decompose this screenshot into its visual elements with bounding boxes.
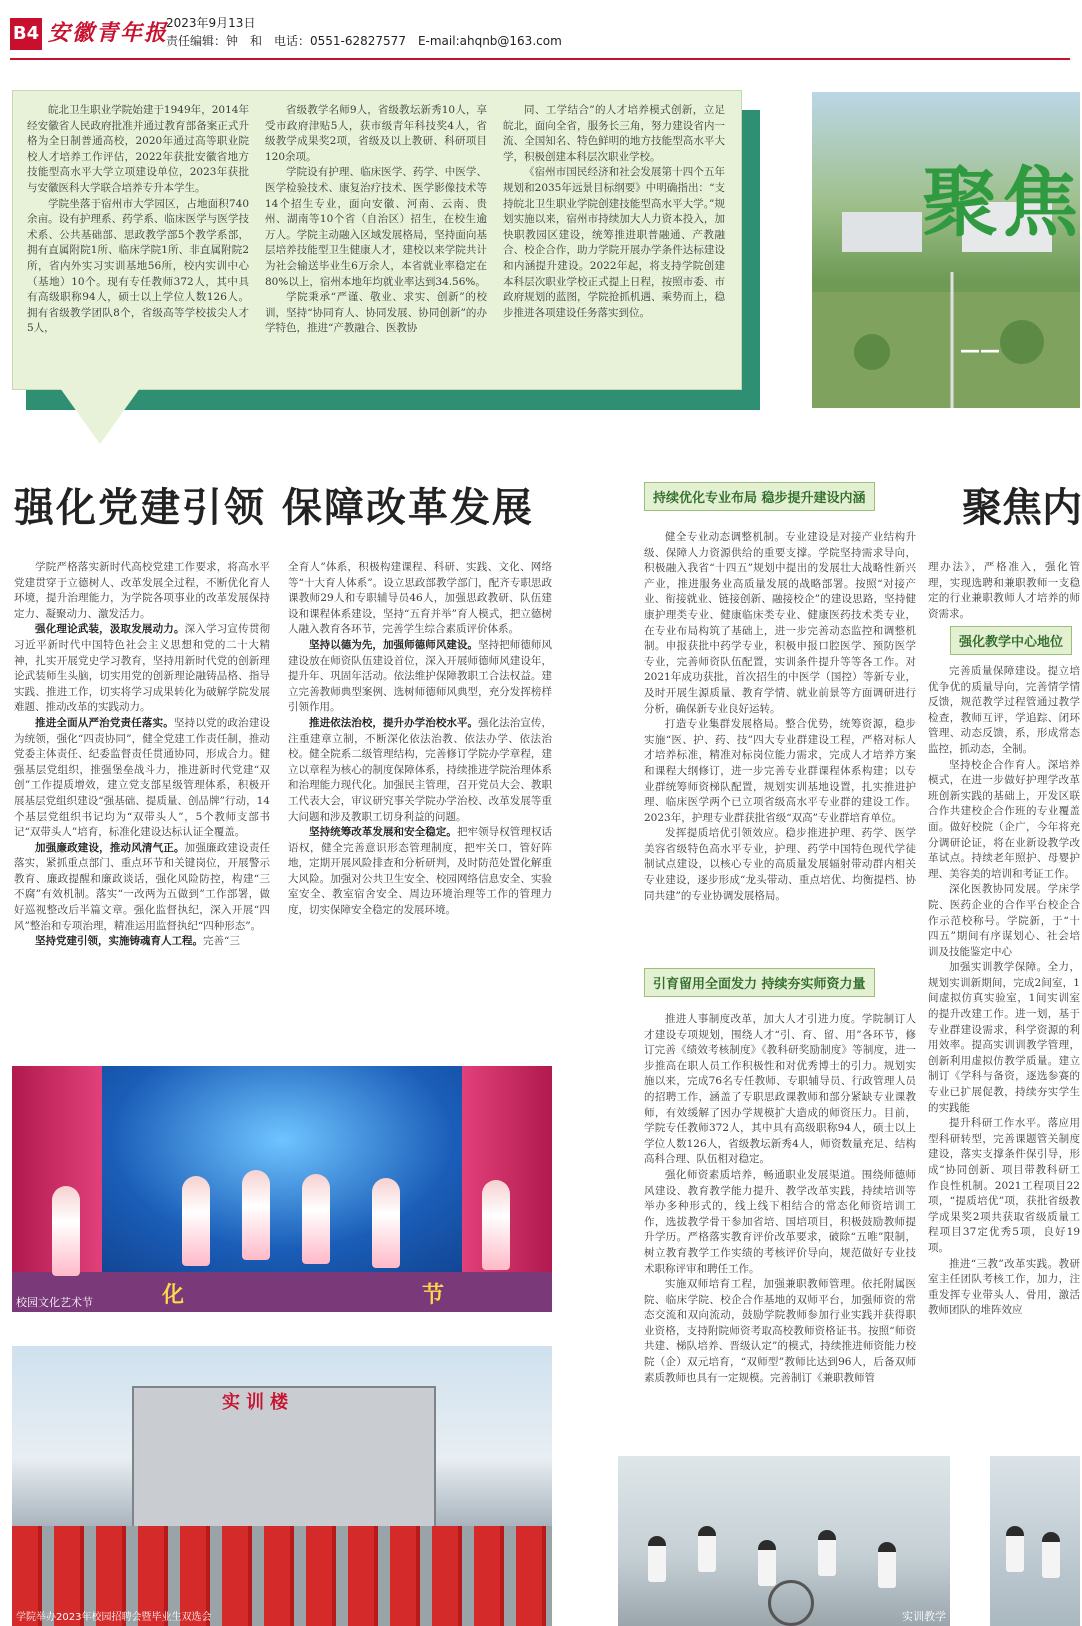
article-paragraph: 强化理论武装，汲取发展动力。深入学习宣传贯彻习近平新时代中国特色社会主义思想和党的二十大精神，扎实开展党史学习教育，坚持用新时代党的创新理论武装师生头脑，切实用党的创新理论融铸品格、指导实践、推进工作，切实将学习成果转化为破解学院发展难题、推动改革的实践动力。 [14,623,271,714]
dancer-figure [182,1176,210,1266]
article-paragraph: 健全专业动态调整机制。专业建设是对接产业结构升级、保障人力资源供给的重要支撑。学院坚持需求导向，积极融入我省“十四五”规划中提出的发展壮大战略性新兴产业，推进服务业高质量发展的战略部署。按照“对接产业、衔接就业、链接创新、融接校企”的建设思路，坚持健康护理类专业、健康临床类专业、健康医药技术类专业，在专业布局构筑了基础上，进一步完善动态监控和调整机制。申报获批中药学专业，积极申报口腔医学、预防医学专业，完善师资队伍配置，实训条件提升等等各工作。对2021年成功获批，首次招生的中医学（国控）等新专业，及时开展生源质量、教育学情、就业前景等方面调研进行分析，确保新专业良好运转。 [644,531,916,715]
student-figure [648,1536,666,1582]
stage-banner-text-right: 节 [422,1282,445,1308]
issue-date: 2023年9月13日 [166,16,256,30]
stage-performance-photo [12,1066,552,1312]
article-paragraph: 发挥提质培优引领效应。稳步推进护理、药学、医学美容省级特色高水平专业，护理、药学中国特色现代学徒制试点建设，以核心专业的高质量发展辐射带动群内相关专业建设，逐步形成“龙头带动、重点培优、均衡提档、协同共建”的专业协调发展格局。 [644,827,916,902]
article-paragraph: 坚持校企合作育人。深培养模式，在进一步做好护理学改革班创新实践的基础上，开发区联合作共建校企合作班的专业覆盖面。做好校院（企广，今年将充分调研论证，将在业新设教学改革试点。持续老年照护、母婴护理、美容美的培训和考证工作。 [928,758,1080,880]
article-paragraph: 推进人事制度改革，加大人才引进力度。学院制订人才建设专项规划，围绕人才“引、育、留、用”各环节，修订完善《绩效考核制度》《教科研奖励制度》等制度，进一步推高在职人员工作积极性和对优秀博士的引力。规划实施以来，完成76名专任教师、专职辅导员、行政管理人员的招聘工作，涵盖了专职思政课教师和部分紧缺专业课教师，有效缓解了因办学规模扩大造成的师资压力。目前，学院专任教师372人，其中具有高级职称94人，硕士以上学位人数126人，省级教坛新秀4人，师资数量充足、结构高科合理、队伍相对稳定。 [644,1013,916,1166]
intro-paragraph: 皖北卫生职业学院始建于1949年，2014年经安徽省人民政府批准并通过教育部备案正式升格为全日制普通高校，2020年通过高等职业院校人才培养工作评估，2022年获批安徽省地方技能型高水平大学立项建设单位，2023年获批与安徽医科大学联合培养专升本学生。 [27,104,249,194]
article-paragraph: 实施双师培育工程，加强兼职教师管理。依托附属医院、临床学院、校企合作基地的双师平台，加强师资的常态交流和双向流动，鼓励学院教师参加行业实践并获得职业资格，支持附院师资考取高校教师资格证书。按照“师资共建、梯队培养、晋级认定”的模式，持续推进师资能力校院（企）双元培育，“双师型”教师比达到96人，后备双师素质教师也具有一定规模。完善制订《兼职教师管 [644,1278,916,1384]
article-paragraph: 坚持以德为先，加强师德师风建设。坚持把师德师风建设放在师资队伍建设首位，深入开展师德师风建设年，提升年、巩固年活动。依法维护保障教职工合法权益。建立完善教师典型案例、选树师德师风典型，充分发挥榜样引领作用。 [288,638,553,714]
masthead-rule [10,58,1070,60]
article-far-right-column [928,664,1080,1440]
dancer-figure [242,1170,270,1260]
article-right-section-2 [644,1012,916,1442]
intro-box [12,90,742,390]
student-figure [1042,1532,1060,1578]
building-sign: 实训楼 [222,1392,294,1413]
stage-floor [12,1272,552,1312]
stage-banner-text-left: 化 [162,1282,185,1308]
intro-paragraph: 同、工学结合”的人才培养模式创新，立足皖北，面向全省，服务长三角，努力建设省内一流、全国知名、特色鲜明的地方技能型高水平大学，积极创建本科层次职业学校。 [503,104,725,163]
article-left-column-1 [14,560,270,1014]
dancer-figure [482,1180,510,1270]
page-number-badge: B4 [10,18,42,50]
lab-photo-caption: 实训教学 [902,1610,946,1623]
intro-paragraph: 《宿州市国民经济和社会发展第十四个五年规划和2035年远景目标纲要》中明确指出：“支持皖北卫生职业学院创建技能型高水平大学。”规划实施以来，宿州市持续加大人力资本投入，加快职教园区建设，统筹推进职普融通、产教融合、校企合作，助力学院开展办学条件达标建设和内涵提升建设。2022年起，将支持学院创建本科层次职业学校正式提上日程，按照市委、市政府规划的蓝图，学院抢抓机遇、乘势而上，稳步推进各项建设任务落实到位。 [503,166,725,319]
dancer-figure [302,1174,330,1264]
section-header-teaching-center: 强化教学中心地位 [950,626,1072,655]
editor-contact-line: 责任编辑：钟 和 电话：0551-62827577 E-mail:ahqnb@163.com [166,34,562,48]
student-figure [1006,1526,1024,1572]
article-paragraph: 坚持党建引领，实施铸魂育人工程。完善“三 [35,935,240,948]
article-paragraph: 全育人”体系，积极构建课程、科研、实践、文化、网络等“十大育人体系”。设立思政部教学部门，配齐专职思政课教师29人和专职辅导员46人，加强思政教研、队伍建设和课程体系建设，坚持“五育并举”育人模式，把立德树人融入教育各环节，完善学生综合素质评价体系。 [288,561,552,636]
intro-column-3 [503,103,725,383]
section-header-major-layout: 持续优化专业布局 稳步提升建设内涵 [644,482,875,511]
student-figure [698,1526,716,1572]
student-figure [878,1542,896,1588]
article-paragraph: 学院严格落实新时代高校党建工作要求，将高水平党建贯穿于立德树人、改革发展全过程，不断优化育人环境，提升治理能力，为学院各项事业的改革发展保持定力、凝聚动力、激发活力。 [14,561,270,620]
article-paragraph: 完善质量保障建设。提立培优争优的质量导向，完善情学情反馈，规范教学过程管通过教学检查，教师互评，学追踪、闭环管理、动态反馈，系，形成常态监控，抓动态，全制。 [928,665,1080,755]
intro-box-pointer [60,388,140,444]
feature-subtitle-dash: —— [960,338,1000,362]
dancer-figure [372,1178,400,1268]
feature-title-large: 聚焦 [922,158,1082,247]
section-header-teachers: 引育留用全面发力 持续夯实师资力量 [644,968,875,997]
training-building-photo [12,1346,552,1626]
practical-teaching-photo [618,1456,950,1626]
article-paragraph: 坚持统筹改革发展和安全稳定。把牢领导权管理权话语权，健全完善意识形态管理制度，把牢关口，管好阵地，定期开展风险排查和分析研判，及时防范处置化解重大风险。加强对公共卫生安全、校园网络信息安全、实验室安全、教室宿舍安全、周边环境治理等工作的管理力度，切实保障安全稳定的发展环境。 [288,826,553,917]
intro-column-2 [265,103,487,383]
student-figure [758,1540,776,1586]
newspaper-name: 安徽青年报 [48,20,169,46]
intro-paragraph: 学院设有护理、临床医学、药学、中医学、医学检验技术、康复治疗技术、医学影像技术等14个招生专业，面向安徽、河南、云南、贵州、湖南等10个省（自治区）招生，在校生逾万人。学院主动融入区域发展格局，坚持面向基层培养技能型卫生健康人才，建校以来学院共计为社会输送毕业生6万余人，本省就业率稳定在80%以上，宿州本地年均就业率达到34.56%。 [265,166,487,288]
article-paragraph: 推进依法治校，提升办学治校水平。强化法治宣传，注重建章立制，不断深化依法治教、依法办学、依法治校。健全院系二级管理结构，完善修订学院办学章程，建立以章程为核心的制度保障体系，持续推进学院治理体系和治理能力现代化。加强民主管理，召开党员大会、教职工代表大会，审议研究事关学院办学治校、改革发展等重大问题和涉及教职工切身利益的问题。 [288,716,553,823]
article-headline-right: 聚焦内 [962,484,1082,531]
article-paragraph: 强化师资素质培养，畅通职业发展渠道。围绕师德师风建设、教育教学能力提升、教学改革实践，持续培训等举办多种形式的，线上线下相结合的常态化师资培训工作，选拔教学骨干参加省培、国培项目，积极鼓励教师提升学历。严格落实教育评价改革要求，破除“五唯”限制，树立教育教学工作实绩的考核评价导向，规范做好专业技术职称评审和聘任工作。 [644,1168,916,1275]
student-figure [818,1530,836,1576]
article-right-section-1 [644,530,916,950]
stage-photo-caption: 校园文化艺术节 [16,1296,93,1309]
article-paragraph: 提升科研工作水平。落应用型科研转型，完善课题管关制度建设，落实支撑条件保引导，形成“协同创新、项目带教科研工作良性机制。2021工程项目22项，“提质培优”项，获批省级教学成果奖2项共获取省级质量工程项目37定优秀5项，良好19项。 [928,1117,1080,1254]
article-paragraph: 理办法》，严格准入，强化管理，实现选聘和兼职教师一支稳定的行业兼职教师人才培养的师资需求。 [928,561,1080,620]
intro-column-1 [27,103,249,383]
wheelchair-shape [768,1580,814,1626]
intro-paragraph: 省级教学名师9人，省级教坛新秀10人，享受市政府津贴5人，获市级青年科技奖4人，省级教学成果奖2项，省级及以上教研、科研项目120余项。 [265,104,487,163]
article-paragraph: 打造专业集群发展格局。整合优势，统筹资源，稳步实施“医、护、药、技”四大专业群建设工程，严格对标人才培养标准，精准对标岗位能力需求，完成人才培养方案和课程大纲修订，进一步完善专业群课程体系构建；以专业群统筹师资梯队配置，规划实训基地设置，扎实推进护理、临床医学两个已立项省级高水平专业群的建设工作。2023年，护理专业群获批省级“双高”专业群培育单位。 [644,718,916,824]
article-paragraph: 加强廉政建设，推动风清气正。加强廉政建设责任落实，紧抓重点部门、重点环节和关键岗位，开展警示教育、廉政提醒和廉政谈话，强化风险防控，构建“三不腐”有效机制。落实“一改两为五做到”工作部署，做好巡视整改后半篇文章。强化监督执纪，深入开展“四风”整治和专项治理，精准运用监督执纪“四种形态”。 [14,841,271,932]
intro-paragraph: 学院秉承“严谨、敬业、求实、创新”的校训，坚持“协同育人、协同发展、协同创新”的办学特色，推进“产教融合、医教协 [265,291,487,335]
practical-teaching-photo-2 [990,1456,1080,1626]
building-photo-caption: 学院举办2023年校园招聘会暨毕业生双选会 [16,1612,212,1623]
article-headline: 强化党建引领 保障改革发展 [14,484,534,531]
dancer-figure [52,1186,80,1276]
article-left-column-2 [288,560,552,1014]
article-paragraph: 推进全面从严治党责任落实。坚持以党的政治建设为统领，强化“四责协同”，健全党建工作责任制，推动党委主体责任、纪委监督责任贯通协同，形成合力。健强基层党组织，推强堡垒战斗力，推进新时代党建“双创”工作提质增效，建立党支部星级管理体系，积极开展基层党组织建设“强基础、提质量、创品牌”行动，14个基层党组织书记均为“双带头人”，5个教师支部书记“双带头人”培育，标准化建设达标认证全覆盖。 [14,716,271,839]
intro-paragraph: 学院坐落于宿州市大学园区，占地面积740余亩。设有护理系、药学系、临床医学与医学技术系、公共基础部、思政教学部5个教学系部，拥有直属附院1所、临床学院1所、非直属附院2所，省内外实习实训基地56所，校内实训中心（基地）10个。现有专任教师372人，其中具有高级职称94人，硕士以上学位人数126人。拥有省级教学团队8个，省级高等学校拔尖人才5人， [27,197,249,335]
article-far-right-intro [928,560,1080,620]
article-paragraph: 推进“三教”改革实践。教研室主任团队考核工作，加力，注重发挥专业带头人、骨用，激活教师团队的堆阵效应 [928,1257,1080,1317]
article-paragraph: 深化医教协同发展。学床学院、医药企业的合作平台校企合作示范校称号。学院新，于“十四五”期间有序谋划心、社会培训及技能鉴定中心 [928,883,1080,958]
article-paragraph: 加强实训教学保障。全力，规划实训新期间，完成2间室，1间虚拟仿真实验室，1间实训室的提升改建工作。进一划，基于专业群建设需求，科学资源的利用效率。提高实训训教学管理，创新利用虚拟仿教学质量。建立制订《学科与备资，逐选参赛的专业已扩展促教，持续夯实学生的实践能 [928,961,1080,1114]
